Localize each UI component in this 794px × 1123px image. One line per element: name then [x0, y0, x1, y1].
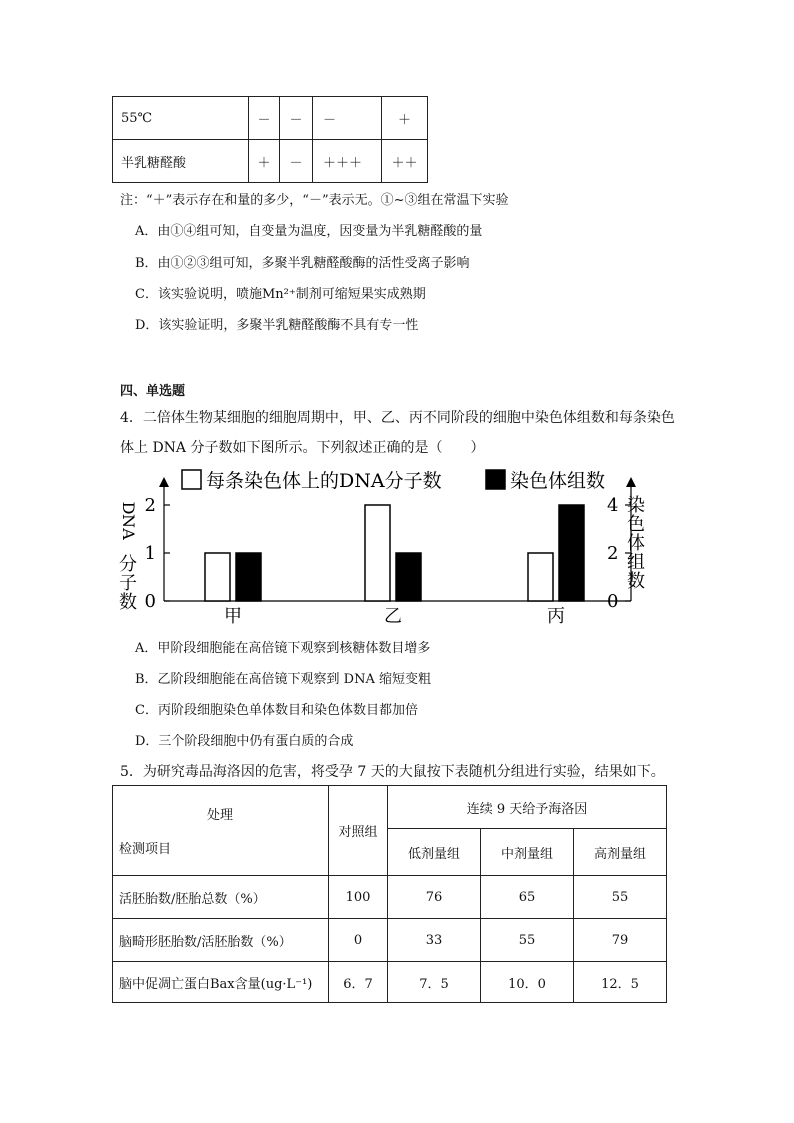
- question-stem: 体上 DNA 分子数如下图所示。下列叙述正确的是（ ）: [120, 440, 485, 456]
- table-cell: 12．5: [574, 962, 667, 1003]
- legend-label-dna: 每条染色体上的DNA分子数: [206, 470, 442, 492]
- table-note: 注：“＋”表示存在和量的多少，“－”表示无。①~③组在常温下实验: [120, 193, 509, 208]
- table-cell: 65: [481, 876, 574, 919]
- right-axis-title-char: 数: [627, 571, 645, 592]
- table-cell: ＋＋: [382, 140, 428, 183]
- right-axis-arrow: [626, 477, 636, 487]
- bar-dna-1: [205, 553, 230, 601]
- table-cell: －: [280, 97, 313, 140]
- table-cell: 0: [329, 919, 388, 962]
- left-ticks: [145, 495, 170, 612]
- left-axis-title-char: A: [119, 528, 138, 540]
- right-tick-label: 0: [607, 591, 619, 612]
- bar-chromosome-sets-3: [559, 505, 584, 601]
- header-low: 低剂量组: [388, 829, 481, 876]
- header-mid: 中剂量组: [481, 829, 574, 876]
- header-item: 检测项目: [119, 842, 172, 857]
- option-d: D．该实验证明，多聚半乳糖醛酸酶不具有专一性: [135, 318, 419, 333]
- right-axis-title-char: 色: [627, 514, 645, 535]
- left-tick-label: 1: [144, 543, 156, 564]
- table-cell: －: [280, 140, 313, 183]
- bar-chromosome-sets-2: [396, 553, 421, 601]
- row-label: 55℃: [113, 97, 249, 140]
- x-category-label: 乙: [384, 606, 402, 627]
- option-b: B．乙阶段细胞能在高倍镜下观察到 DNA 缩短变粗: [135, 672, 432, 687]
- left-axis-title-char: 子: [119, 573, 137, 594]
- table-row: [113, 876, 667, 919]
- left-axis-title-char: D: [119, 501, 138, 515]
- heroin-table: [112, 785, 667, 1003]
- option-d: D．三个阶段细胞中仍有蛋白质的合成: [135, 734, 354, 749]
- table-row: [113, 962, 667, 1003]
- question-stem: 4．二倍体生物某细胞的细胞周期中，甲、乙、丙不同阶段的细胞中染色体组数和每条染色: [120, 410, 675, 426]
- table-cell: 100: [329, 876, 388, 919]
- right-axis-title-char: 体: [627, 533, 645, 554]
- header-treat: 处理: [207, 808, 234, 823]
- row-label: 活胚胎数/胚胎总数（%）: [113, 876, 329, 919]
- table-cell: ＋: [382, 97, 428, 140]
- table-cell: －: [249, 97, 280, 140]
- legend-swatch-dna: [182, 470, 201, 489]
- right-tick-label: 2: [607, 543, 619, 564]
- header-diagonal-cell: [113, 786, 329, 876]
- option-a: A．甲阶段细胞能在高倍镜下观察到核糖体数目增多: [135, 641, 431, 656]
- table-cell: ＋: [249, 140, 280, 183]
- bar-chart: [110, 465, 650, 630]
- legend-swatch-chromosome-sets: [486, 470, 505, 489]
- left-tick-label: 0: [144, 591, 156, 612]
- table-cell: 79: [574, 919, 667, 962]
- left-axis-title-char: N: [119, 514, 138, 528]
- row-label: 脑中促凋亡蛋白Bax含量(ug·L⁻¹): [113, 962, 329, 1003]
- x-category-label: 甲: [224, 606, 242, 627]
- option-c: C．丙阶段细胞染色单体数目和染色体数目都加倍: [135, 703, 418, 718]
- left-axis-title: [119, 502, 138, 613]
- enzyme-table: [112, 96, 428, 183]
- table-row: [113, 97, 428, 140]
- right-axis-title-char: 组: [627, 552, 645, 573]
- bar-chromosome-sets-1: [236, 553, 261, 601]
- legend-label-chromosome-sets: 染色体组数: [510, 470, 606, 492]
- table-row: [113, 140, 428, 183]
- right-axis-title-char: 染: [627, 495, 645, 516]
- table-cell: 33: [388, 919, 481, 962]
- row-label: 半乳糖醛酸: [113, 140, 249, 183]
- left-axis-title-char: 数: [119, 592, 137, 613]
- table-cell: 7．5: [388, 962, 481, 1003]
- right-tick-label: 4: [607, 495, 619, 516]
- header-high: 高剂量组: [574, 829, 667, 876]
- option-c: C．该实验说明，喷施Mn²⁺制剂可缩短果实成熟期: [135, 287, 426, 302]
- option-b: B．由①②③组可知，多聚半乳糖醛酸酶的活性受离子影响: [135, 256, 470, 271]
- table-cell: 10．0: [481, 962, 574, 1003]
- section-heading: 四、单选题: [120, 384, 186, 399]
- table-cell: ＋＋＋: [313, 140, 382, 183]
- table-cell: －: [313, 97, 382, 140]
- left-tick-label: 2: [144, 495, 156, 516]
- x-labels: [224, 606, 565, 627]
- right-axis-title: [627, 495, 645, 592]
- header-control: 对照组: [329, 786, 388, 876]
- bar-dna-2: [365, 505, 390, 601]
- header-group: 连续 9 天给予海洛因: [388, 786, 667, 829]
- table-cell: 55: [574, 876, 667, 919]
- x-category-label: 丙: [547, 606, 565, 627]
- left-axis-arrow: [159, 477, 169, 487]
- left-axis-title-char: 分: [119, 554, 137, 575]
- bars: [205, 505, 584, 601]
- table-cell: 76: [388, 876, 481, 919]
- table-cell: 6．7: [329, 962, 388, 1003]
- row-label: 脑畸形胚胎数/活胚胎数（%）: [113, 919, 329, 962]
- question-stem: 5．为研究毒品海洛因的危害，将受孕 7 天的大鼠按下表随机分组进行实验，结果如下。: [120, 764, 665, 780]
- table-row: [113, 919, 667, 962]
- table-cell: 55: [481, 919, 574, 962]
- option-a: A．由①④组可知，自变量为温度，因变量为半乳糖醛酸的量: [135, 224, 483, 239]
- bar-dna-3: [528, 553, 553, 601]
